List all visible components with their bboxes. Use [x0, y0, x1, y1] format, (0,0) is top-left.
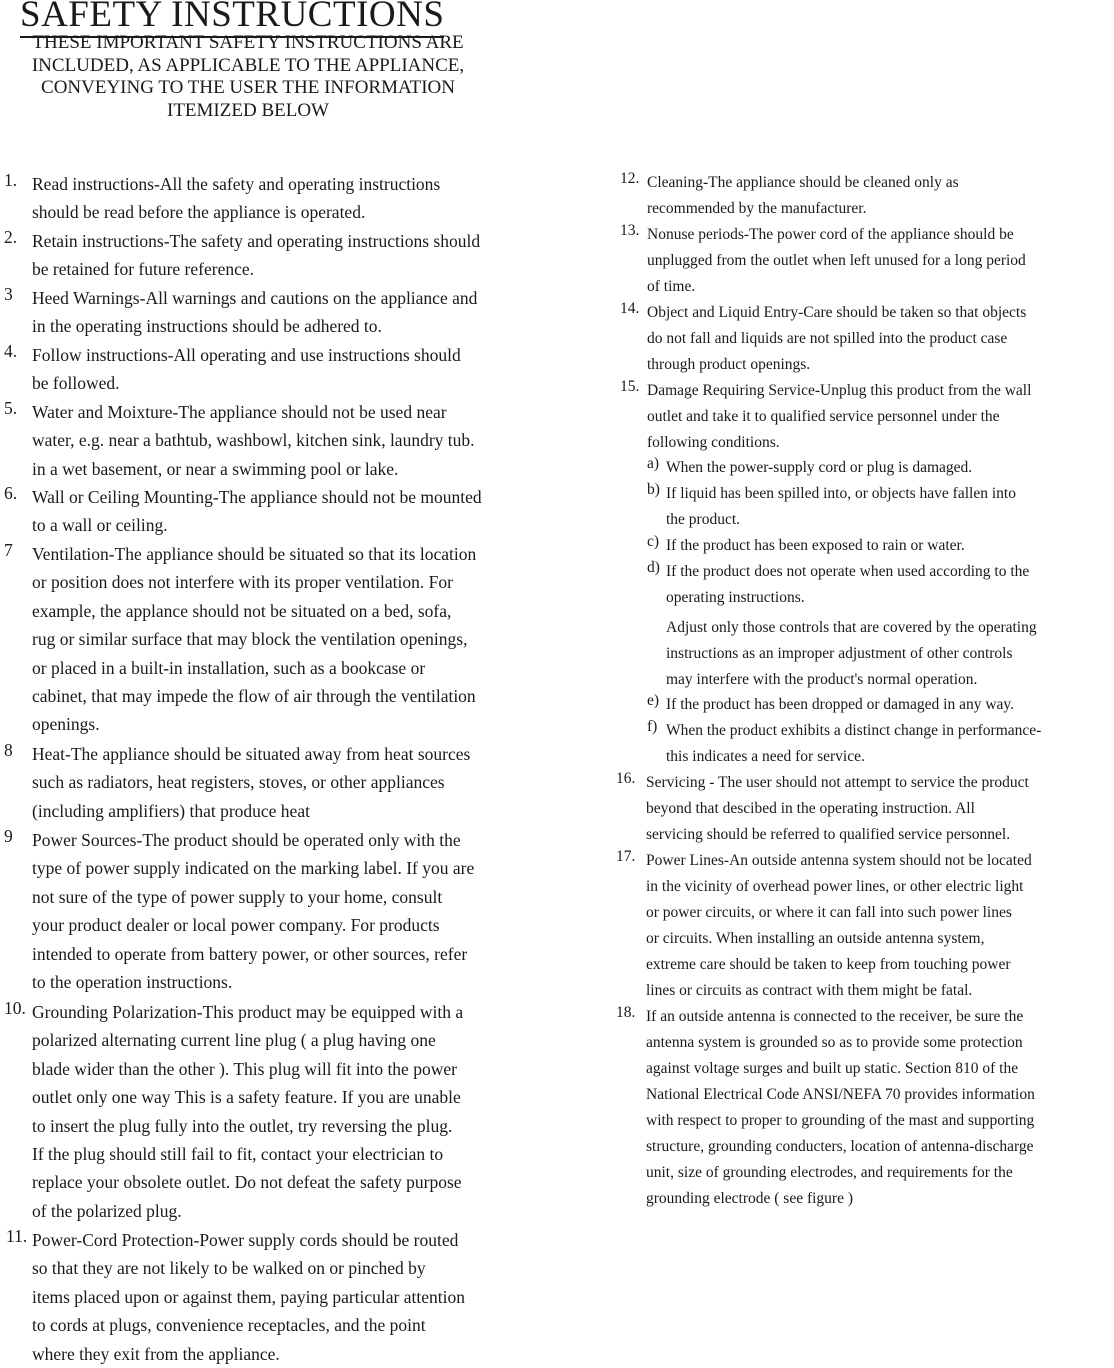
item-number: d) [647, 559, 660, 576]
text-line: Ventilation-The appliance should be situated so that its location [32, 544, 477, 564]
text-line: Heed Warnings-All warnings and cautions on the appliance and [32, 288, 478, 308]
item-number: 14. [620, 300, 640, 317]
text-line: blade wider than the other ). This plug will fit into the power [32, 1058, 457, 1079]
text-line: structure, grounding conducters, location of antenna-discharge [646, 1138, 1034, 1155]
item-text [32, 227, 480, 284]
item-number: 12. [620, 170, 640, 187]
item-text [32, 740, 470, 825]
item-number: a) [647, 455, 660, 472]
text-line: antenna system is grounded so as to provide some protection [646, 1034, 1023, 1051]
item-number: f) [647, 718, 658, 735]
text-line: servicing should be referred to qualified service personnel. [646, 826, 1011, 843]
text-line: items placed upon or against them, paying particular attention [32, 1286, 465, 1307]
text-line: If liquid has been spilled into, or objects have fallen into [666, 485, 1016, 502]
item-number: 17. [616, 848, 636, 865]
text-line: so that they are not likely to be walked on or pinched by [32, 1258, 426, 1279]
text-line: type of power supply indicated on the marking label. If you are [32, 858, 475, 879]
text-line: Servicing - The user should not attempt to service the product [646, 774, 1029, 791]
text-line: If the plug should still fail to fit, contact your electrician to [32, 1144, 444, 1165]
subtitle-line: CONVEYING TO THE USER THE INFORMATION [41, 77, 455, 98]
item-text [647, 170, 959, 222]
text-line: in a wet basement, or near a swimming pool or lake. [32, 458, 399, 479]
item-text [646, 770, 1029, 848]
text-line: this indicates a need for service. [666, 748, 865, 765]
text-line: such as radiators, heat registers, stoves, or other appliances [32, 772, 445, 793]
text-line: When the product exhibits a distinct change in performance- [666, 722, 1042, 739]
item-text [666, 559, 1029, 611]
text-line: example, the applance should not be situated on a bed, sofa, [32, 600, 452, 621]
text-line: recommended by the manufacturer. [647, 200, 867, 217]
text-line: to the operation instructions. [32, 972, 233, 993]
text-line: operating instructions. [666, 589, 805, 606]
text-line: may interfere with the product's normal operation. [666, 671, 978, 688]
text-line: If the product does not operate when used according to the [666, 563, 1030, 580]
item-text [647, 378, 1031, 456]
item-text [647, 222, 1026, 300]
item-number: b) [647, 481, 660, 498]
text-line: lines or circuits as contract with them might be fatal. [646, 982, 973, 999]
page-title: SAFETY INSTRUCTIONS [20, 0, 444, 38]
item-number: 3 [4, 284, 13, 304]
text-line: unit, size of grounding electrodes, and requirements for the [646, 1164, 1013, 1181]
text-line: of the polarized plug. [32, 1200, 182, 1221]
item-text [32, 998, 463, 1225]
text-line: Power Lines-An outside antenna system should not be located [646, 852, 1032, 869]
text-line: against voltage surges and built up static. Section 810 of the [646, 1060, 1019, 1077]
item-number: 4. [4, 341, 18, 361]
text-line: Adjust only those controls that are covered by the operating [666, 619, 1037, 636]
item-number: c) [647, 533, 660, 550]
item-number: 7 [4, 540, 13, 560]
text-line: following conditions. [647, 434, 780, 451]
text-line: or position does not interfere with its proper ventilation. For [32, 572, 453, 593]
item-text [32, 398, 475, 483]
text-line: through product openings. [647, 356, 811, 373]
item-number: e) [647, 692, 660, 709]
item-text [32, 341, 461, 398]
text-line: in the operating instructions should be adhered to. [32, 316, 382, 337]
text-line: to a wall or ceiling. [32, 515, 168, 536]
text-line: If the product has been dropped or damaged in any way. [666, 696, 1015, 713]
text-line: or placed in a built-in installation, such as a bookcase or [32, 657, 426, 678]
item-text [646, 1004, 1035, 1212]
item-number: 15. [620, 378, 640, 395]
item-number: 11. [6, 1226, 28, 1246]
text-line: beyond that descibed in the operating instruction. All [646, 800, 975, 817]
item-text [666, 692, 1014, 718]
text-line: outlet only one way This is a safety feature. If you are unable [32, 1087, 461, 1108]
item-text [32, 1226, 465, 1368]
text-line: intended to operate from battery power, or other sources, refer [32, 943, 468, 964]
item-text [32, 284, 477, 341]
item-number: 8 [4, 740, 13, 760]
text-line: Wall or Ceiling Mounting-The appliance should not be mounted [32, 487, 482, 507]
text-line: Object and Liquid Entry-Care should be taken so that objects [647, 304, 1027, 321]
item-number: 2. [4, 227, 18, 247]
item-number: 5. [4, 398, 18, 418]
text-line: When the power-supply cord or plug is damaged. [666, 459, 973, 476]
text-line: Heat-The appliance should be situated away from heat sources [32, 744, 471, 764]
item-text [666, 533, 965, 559]
item-text [666, 718, 1041, 770]
item-number: 13. [620, 222, 640, 239]
text-line: not sure of the type of power supply to your home, consult [32, 886, 443, 907]
text-line: water, e.g. near a bathtub, washbowl, kitchen sink, laundry tub. [32, 430, 475, 451]
item-text [666, 615, 1037, 693]
text-line: instructions as an improper adjustment of other controls [666, 645, 1013, 662]
subtitle-line: THESE IMPORTANT SAFETY INSTRUCTIONS ARE [32, 32, 464, 53]
text-line: (including amplifiers) that produce heat [32, 800, 310, 821]
text-line: in the vicinity of overhead power lines, or other electric light [646, 878, 1024, 895]
item-number: 9 [4, 826, 13, 846]
text-line: the product. [666, 511, 741, 528]
text-line: polarized alternating current line plug ( a plug having one [32, 1030, 436, 1051]
text-line: Grounding Polarization-This product may be equipped with a [32, 1002, 464, 1022]
text-line: should be read before the appliance is operated. [32, 202, 366, 223]
text-line: or circuits. When installing an outside antenna system, [646, 930, 985, 947]
text-line: If the product has been exposed to rain or water. [666, 537, 965, 554]
subtitle-line: ITEMIZED BELOW [167, 99, 329, 121]
text-line: Retain instructions-The safety and operating instructions should [32, 231, 481, 251]
text-line: do not fall and liquids are not spilled into the product case [647, 330, 1008, 347]
item-number: 6. [4, 483, 18, 503]
item-number: 1. [4, 170, 18, 190]
text-line: rug or similar surface that may block the ventilation openings, [32, 629, 468, 650]
text-line: Power-Cord Protection-Power supply cords should be routed [32, 1230, 459, 1250]
text-line: Follow instructions-All operating and use instructions should [32, 345, 461, 365]
text-line: National Electrical Code ANSI/NEFA 70 provides information [646, 1086, 1035, 1103]
item-number: 18. [616, 1004, 636, 1021]
item-text [32, 170, 440, 227]
text-line: to insert the plug fully into the outlet, try reversing the plug. [32, 1115, 453, 1136]
subtitle [0, 32, 496, 122]
text-line: be retained for future reference. [32, 259, 255, 280]
text-line: grounding electrode ( see figure ) [646, 1190, 854, 1207]
text-line: Nonuse periods-The power cord of the appliance should be [647, 226, 1014, 243]
text-line: with respect to proper to grounding of the mast and supporting [646, 1112, 1035, 1129]
item-text [32, 826, 474, 996]
item-number: 10. [4, 998, 26, 1018]
text-line: replace your obsolete outlet. Do not defeat the safety purpose [32, 1172, 462, 1193]
item-text [646, 848, 1032, 1004]
text-line: Water and Moixture-The appliance should not be used near [32, 402, 447, 422]
text-line: or power circuits, or where it can fall into such power lines [646, 904, 1012, 921]
text-line: Cleaning-The appliance should be cleaned only as [647, 174, 959, 191]
text-line: where they exit from the appliance. [32, 1343, 280, 1364]
text-line: openings. [32, 714, 100, 735]
item-text [647, 300, 1026, 378]
text-line: Power Sources-The product should be operated only with the [32, 830, 461, 850]
item-number: 16. [616, 770, 636, 787]
item-text [32, 540, 476, 739]
text-line: cabinet, that may impede the flow of air through the ventilation [32, 686, 476, 707]
item-text [666, 481, 1016, 533]
text-line: outlet and take it to qualified service personnel under the [647, 408, 1000, 425]
text-line: unplugged from the outlet when left unused for a long period [647, 252, 1026, 269]
item-text [666, 455, 972, 481]
text-line: Damage Requiring Service-Unplug this product from the wall [647, 382, 1032, 399]
text-line: If an outside antenna is connected to the receiver, be sure the [646, 1008, 1024, 1025]
text-line: of time. [647, 278, 696, 295]
text-line: be followed. [32, 373, 120, 394]
text-line: to cords at plugs, convenience receptacles, and the point [32, 1315, 426, 1336]
text-line: Read instructions-All the safety and operating instructions [32, 174, 441, 194]
item-text [32, 483, 482, 540]
subtitle-line: INCLUDED, AS APPLICABLE TO THE APPLIANCE, [31, 54, 465, 76]
text-line: your product dealer or local power company. For products [32, 915, 440, 936]
text-line: extreme care should be taken to keep from touching power [646, 956, 1011, 973]
